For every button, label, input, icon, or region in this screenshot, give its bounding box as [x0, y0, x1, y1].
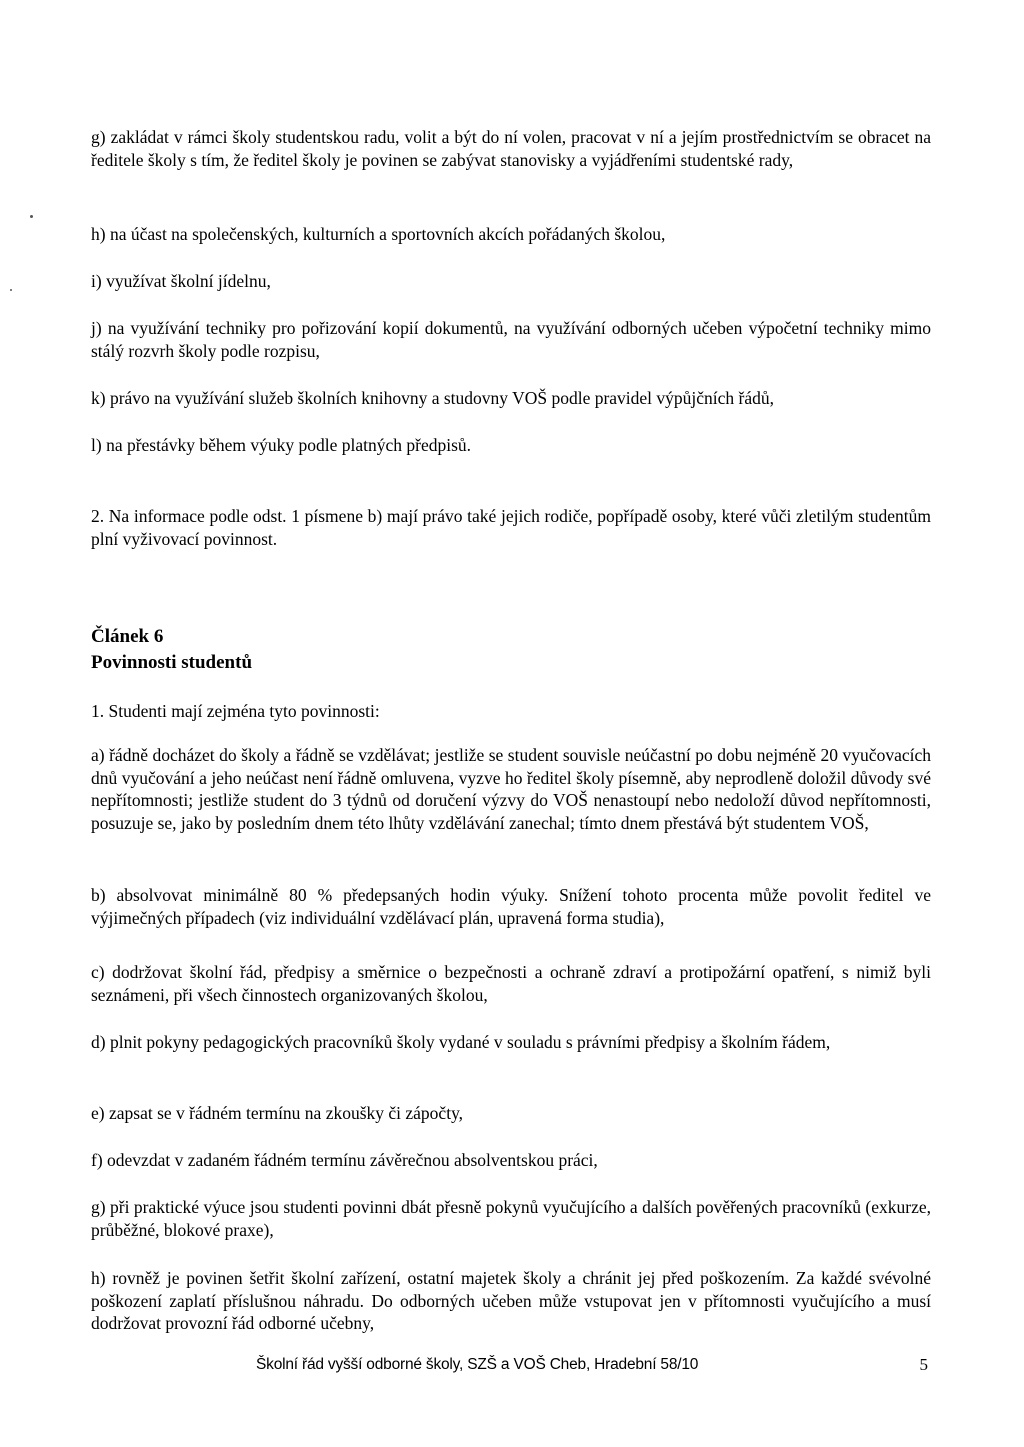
paragraph-2-information: 2. Na informace podle odst. 1 písmene b) mají právo také jejich rodiče, popřípadě osoby, které vůči zletilým studentům plní vyživovací povinnost. [91, 506, 931, 549]
document-page [91, 0, 936, 1447]
page-footer [91, 1353, 936, 1377]
duty-d-instructions: d) plnit pokyny pedagogických pracovníků školy vydané v souladu s právními předpisy a školním řádem, [91, 1032, 831, 1052]
paragraph-k-library: k) právo na využívání služeb školních knihovny a studovny VOŠ podle pravidel výpůjčních řádů, [91, 388, 775, 408]
article-intro: 1. Studenti mají zejména tyto povinnosti: [91, 701, 380, 721]
duty-g-practical-training: g) při praktické výuce jsou studenti povinni dbát přesně pokynů vyučujícího a dalších pověřených pracovníků (exkurze, průběžné, blokové praxe), [91, 1197, 931, 1240]
duty-h-school-property: h) rovněž je povinen šetřit školní zařízení, ostatní majetek školy a chránit jej před poškozením. Za každé svévolné poškození zaplatí příslušnou náhradu. Do odborných učeben může vstupovat jen v přítomnosti vyučujícího a musí dodržovat provozní řád odborné učebny, [91, 1268, 931, 1333]
scan-speck [10, 289, 12, 291]
duty-a-attendance: a) řádně docházet do školy a řádně se vzdělávat; jestliže se student souvisle neúčastní po dobu nejméně 20 vyučovacích dnů vyučování a jeho neúčast není řádně omluvena, vyzve ho ředitel školy písemně, aby neprodleně doložil důvody své nepřítomnosti; jestliže student do 3 týdnů od doručení výzvy do VOŠ nenastoupí nebo nedoloží důvod nepřítomnosti, posuzuje se, jako by posledním dnem této lhůty vzdělávání zanechal; tímto dnem přestává být studentem VOŠ, [91, 745, 931, 833]
paragraph-j-technology: j) na využívání techniky pro pořizování kopií dokumentů, na využívání odborných učeben výpočetní techniky mimo stálý rozvrh školy podle rozpisu, [91, 318, 931, 361]
footer-title: Školní řád vyšší odborné školy, SZŠ a VOŠ Cheb, Hradební 58/10 [256, 1356, 699, 1373]
paragraph-l-breaks: l) na přestávky během výuky podle platných předpisů. [91, 435, 472, 455]
article-number: Článek 6 [91, 626, 164, 647]
page-number: 5 [919, 1355, 928, 1374]
paragraph-i-canteen: i) využívat školní jídelnu, [91, 271, 271, 291]
scan-speck [30, 215, 33, 218]
duty-c-school-rules: c) dodržovat školní řád, předpisy a směrnice o bezpečnosti a ochraně zdraví a protipožární opatření, s nimiž byli seznámeni, při všech činnostech organizovaných školou, [91, 962, 931, 1005]
paragraph-g-student-council: g) zakládat v rámci školy studentskou radu, volit a být do ní volen, pracovat v ní a jejím prostřednictvím se obracet na ředitele školy s tím, že ředitel školy je povinen se zabývat stanovisky a vyjádřeními studentské rady, [91, 127, 931, 170]
duty-b-minimum-hours: b) absolvovat minimálně 80 % předepsaných hodin výuky. Snížení tohoto procenta může povolit ředitel ve výjimečných případech (viz individuální vzdělávací plán, upravená forma studia), [91, 885, 931, 928]
duty-f-thesis: f) odevzdat v zadaném řádném termínu závěrečnou absolventskou práci, [91, 1150, 598, 1170]
paragraph-h-events: h) na účast na společenských, kulturních a sportovních akcích pořádaných školou, [91, 224, 666, 244]
article-title: Povinnosti studentů [91, 652, 253, 673]
duty-e-exams: e) zapsat se v řádném termínu na zkoušky či zápočty, [91, 1103, 464, 1123]
